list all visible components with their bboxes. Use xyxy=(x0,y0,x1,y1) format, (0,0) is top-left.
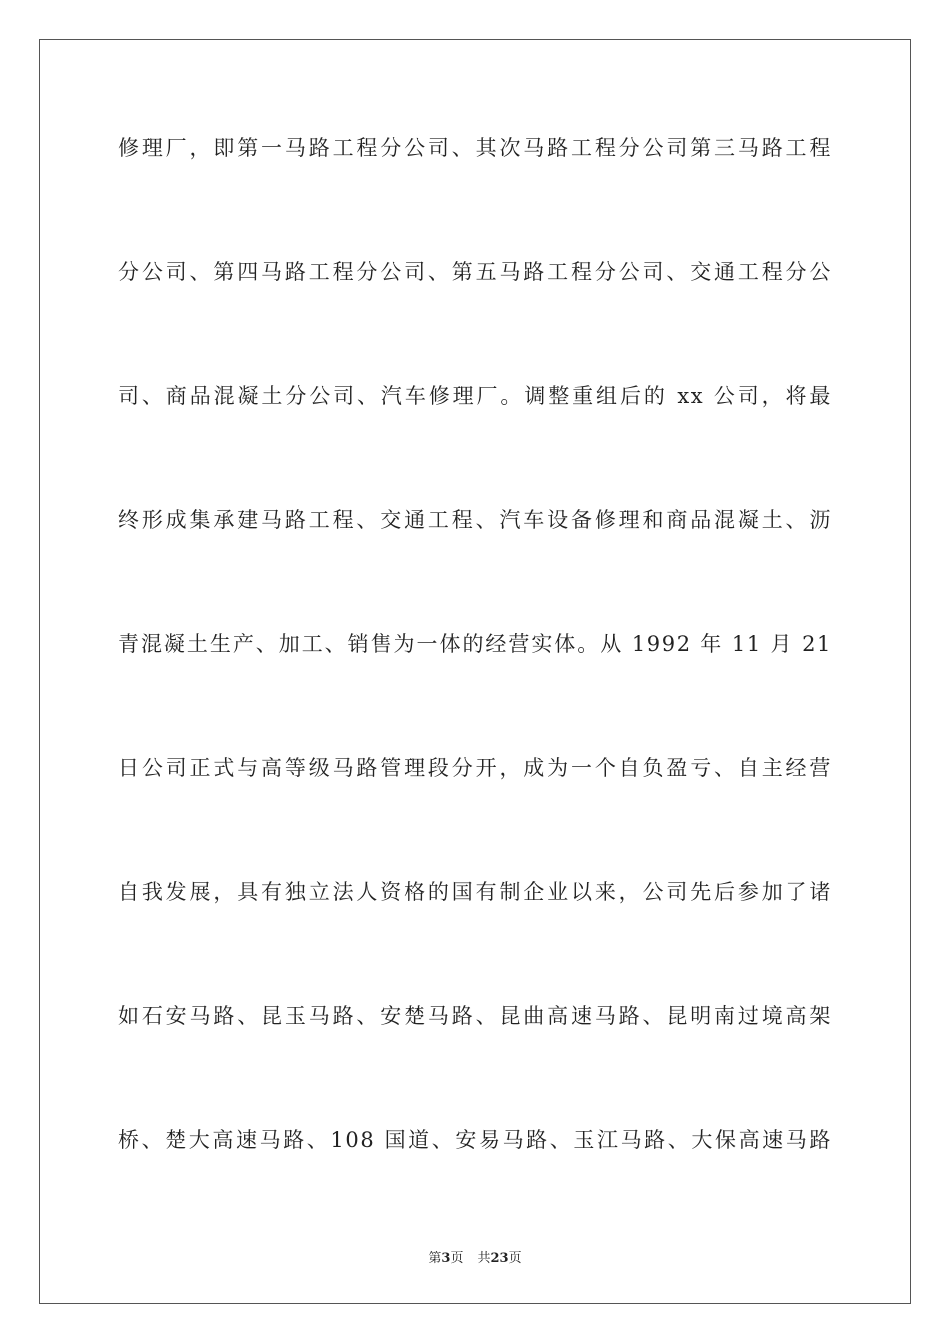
text-line-1: 修理厂，即第一马路工程分公司、其次马路工程分公司第三马路工程 xyxy=(118,136,832,160)
total-suffix: 页 xyxy=(508,1251,522,1266)
text-line-5: 青混凝土生产、加工、销售为一体的经营实体。从 1992 年 11 月 21 xyxy=(118,632,832,656)
text-line-6: 日公司正式与高等级马路管理段分开，成为一个自负盈亏、自主经营 xyxy=(118,756,832,780)
text-line-2: 分公司、第四马路工程分公司、第五马路工程分公司、交通工程分公 xyxy=(118,260,832,284)
page-prefix: 第 xyxy=(428,1251,442,1266)
total-pages-number: 23 xyxy=(490,1251,509,1266)
total-prefix: 共 xyxy=(477,1251,491,1266)
document-body xyxy=(118,128,832,1244)
text-line-3: 司、商品混凝土分公司、汽车修理厂。调整重组后的 xx 公司，将最 xyxy=(118,384,832,408)
current-page-number: 3 xyxy=(441,1251,451,1266)
text-line-9: 桥、楚大高速马路、108 国道、安易马路、玉江马路、大保高速马路 xyxy=(118,1128,832,1152)
text-line-8: 如石安马路、昆玉马路、安楚马路、昆曲高速马路、昆明南过境高架 xyxy=(118,1004,832,1028)
page-footer xyxy=(0,1247,950,1266)
text-line-4: 终形成集承建马路工程、交通工程、汽车设备修理和商品混凝土、沥 xyxy=(118,508,832,532)
text-line-7: 自我发展，具有独立法人资格的国有制企业以来，公司先后参加了诸 xyxy=(118,880,832,904)
page-suffix: 页 xyxy=(450,1251,464,1266)
